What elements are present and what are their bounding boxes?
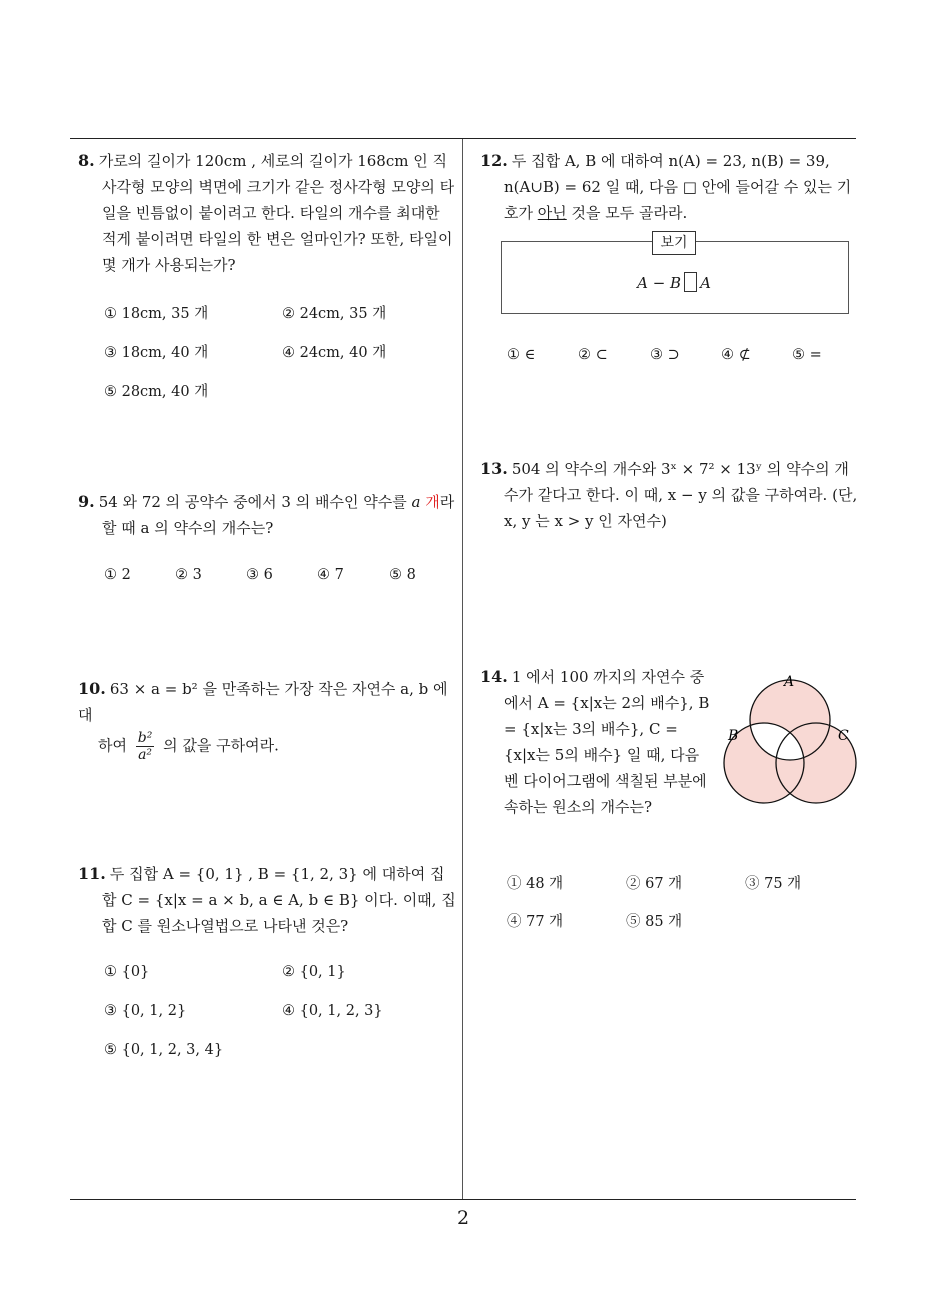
- blank-box: [684, 272, 697, 292]
- q8-option-4[interactable]: ④ 24cm, 40 개: [282, 345, 387, 361]
- highlighted-word: 개: [425, 493, 440, 511]
- q14-option-2[interactable]: ② 67 개: [626, 876, 683, 892]
- column-divider: [462, 139, 463, 1199]
- q14-option-1[interactable]: ① 48 개: [507, 876, 564, 892]
- q11-option-2[interactable]: ② {0, 1}: [282, 964, 346, 980]
- q14-option-3[interactable]: ③ 75 개: [745, 876, 802, 892]
- q11-option-4[interactable]: ④ {0, 1, 2, 3}: [282, 1003, 383, 1019]
- q14-option-4[interactable]: ④ 77 개: [507, 914, 564, 930]
- question-text: 63 × a = b² 을 만족하는 가장 작은 자연수 a, b 에 대: [78, 680, 448, 724]
- question-text: 1 에서 100 까지의 자연수 중에서 A = {x|x는 2의 배수}, B = {x|x는 3의 배수}, C = {x|x는 5의 배수} 일 때, 다음 벤 다이어그램에 색칠된 부분에 속하는 원소의 개수는?: [504, 668, 710, 816]
- underlined-word: 아닌: [537, 204, 567, 222]
- fraction-denominator: a²: [138, 747, 153, 763]
- page-number: 2: [456, 1207, 470, 1229]
- question-11: [78, 861, 456, 939]
- q12-option-4[interactable]: ④ ⊄: [721, 347, 751, 363]
- question-text-pre: 하여: [98, 736, 127, 755]
- q8-option-2[interactable]: ② 24cm, 35 개: [282, 306, 387, 322]
- question-text-start: 두 집합 A, B 에 대하여 n(A) = 23, n(B) = 39, n(A∪B) = 62 일 때, 다음 □ 안에 들어갈 수 있는 기호가: [504, 152, 852, 222]
- question-9: [78, 489, 456, 541]
- question-13: [480, 456, 860, 534]
- question-text: 504 의 약수의 개수와 3ˣ × 7² × 13ʸ 의 약수의 개수가 같다고 한다. 이 때, x − y 의 값을 구하여라. (단, x, y 는 x > y 인 자연수): [504, 460, 858, 530]
- q12-option-3[interactable]: ③ ⊃: [650, 347, 680, 363]
- q11-option-1[interactable]: ① {0}: [104, 964, 150, 980]
- question-8: [78, 148, 456, 278]
- q8-option-5[interactable]: ⑤ 28cm, 40 개: [104, 384, 209, 400]
- q12-option-1[interactable]: ① ∈: [507, 347, 536, 363]
- bogi-left-expr: A − B: [637, 274, 682, 292]
- venn-diagram: [718, 670, 864, 810]
- q11-option-5[interactable]: ⑤ {0, 1, 2, 3, 4}: [104, 1042, 224, 1058]
- question-text-post: 의 값을 구하여라.: [163, 736, 279, 755]
- fraction: [136, 730, 155, 763]
- question-number: 10.: [78, 679, 106, 698]
- bogi-right-expr: A: [700, 274, 711, 292]
- question-text-start: 54 와 72 의 공약수 중에서 3 의 배수인 약수를: [98, 493, 412, 511]
- variable-a: a: [411, 493, 421, 511]
- question-number: 11.: [78, 864, 106, 883]
- shaded-region: [724, 680, 856, 803]
- q9-option-5[interactable]: ⑤ 8: [389, 567, 416, 583]
- question-10: [78, 676, 456, 763]
- question-text: 가로의 길이가 120cm , 세로의 길이가 168cm 인 직사각형 모양의 벽면에 크기가 같은 정사각형 모양의 타일을 빈틈없이 붙이려고 한다. 타일의 개수를 최대한 적게 붙이려면 타일의 한 변은 얼마인가? 또한, 타일이 몇 개가 사용되는가?: [98, 152, 455, 274]
- bogi-label: 보기: [652, 231, 696, 255]
- question-text-end: 라 할 때 a 의 약수의 개수는?: [102, 493, 455, 537]
- question-number: 12.: [480, 151, 508, 170]
- top-rule: [70, 138, 856, 139]
- question-number: 9.: [78, 492, 95, 511]
- q14-option-5[interactable]: ⑤ 85 개: [626, 914, 683, 930]
- q12-option-5[interactable]: ⑤ =: [792, 347, 822, 363]
- fraction-numerator: b²: [137, 730, 153, 746]
- question-number: 14.: [480, 667, 508, 686]
- q9-option-1[interactable]: ① 2: [104, 567, 131, 583]
- question-text-end: 것을 모두 골라라.: [566, 204, 688, 222]
- q8-option-3[interactable]: ③ 18cm, 40 개: [104, 345, 209, 361]
- question-number: 13.: [480, 459, 508, 478]
- bogi-expression: [501, 272, 847, 292]
- question-12: [480, 148, 860, 226]
- q9-option-3[interactable]: ③ 6: [246, 567, 273, 583]
- set-b-label: B: [728, 728, 739, 744]
- q8-option-1[interactable]: ① 18cm, 35 개: [104, 306, 209, 322]
- q12-option-2[interactable]: ② ⊂: [578, 347, 608, 363]
- bottom-rule: [70, 1199, 856, 1200]
- question-14: [480, 664, 710, 820]
- q11-option-3[interactable]: ③ {0, 1, 2}: [104, 1003, 187, 1019]
- set-c-label: C: [838, 728, 849, 744]
- question-text: 두 집합 A = {0, 1} , B = {1, 2, 3} 에 대하여 집합 C = {x|x = a × b, a ∈ A, b ∈ B} 이다. 이때, 집합 C 를 원소나열법으로 나타낸 것은?: [102, 865, 456, 935]
- set-a-label: A: [784, 674, 795, 690]
- question-number: 8.: [78, 151, 95, 170]
- q9-option-4[interactable]: ④ 7: [317, 567, 344, 583]
- q9-option-2[interactable]: ② 3: [175, 567, 202, 583]
